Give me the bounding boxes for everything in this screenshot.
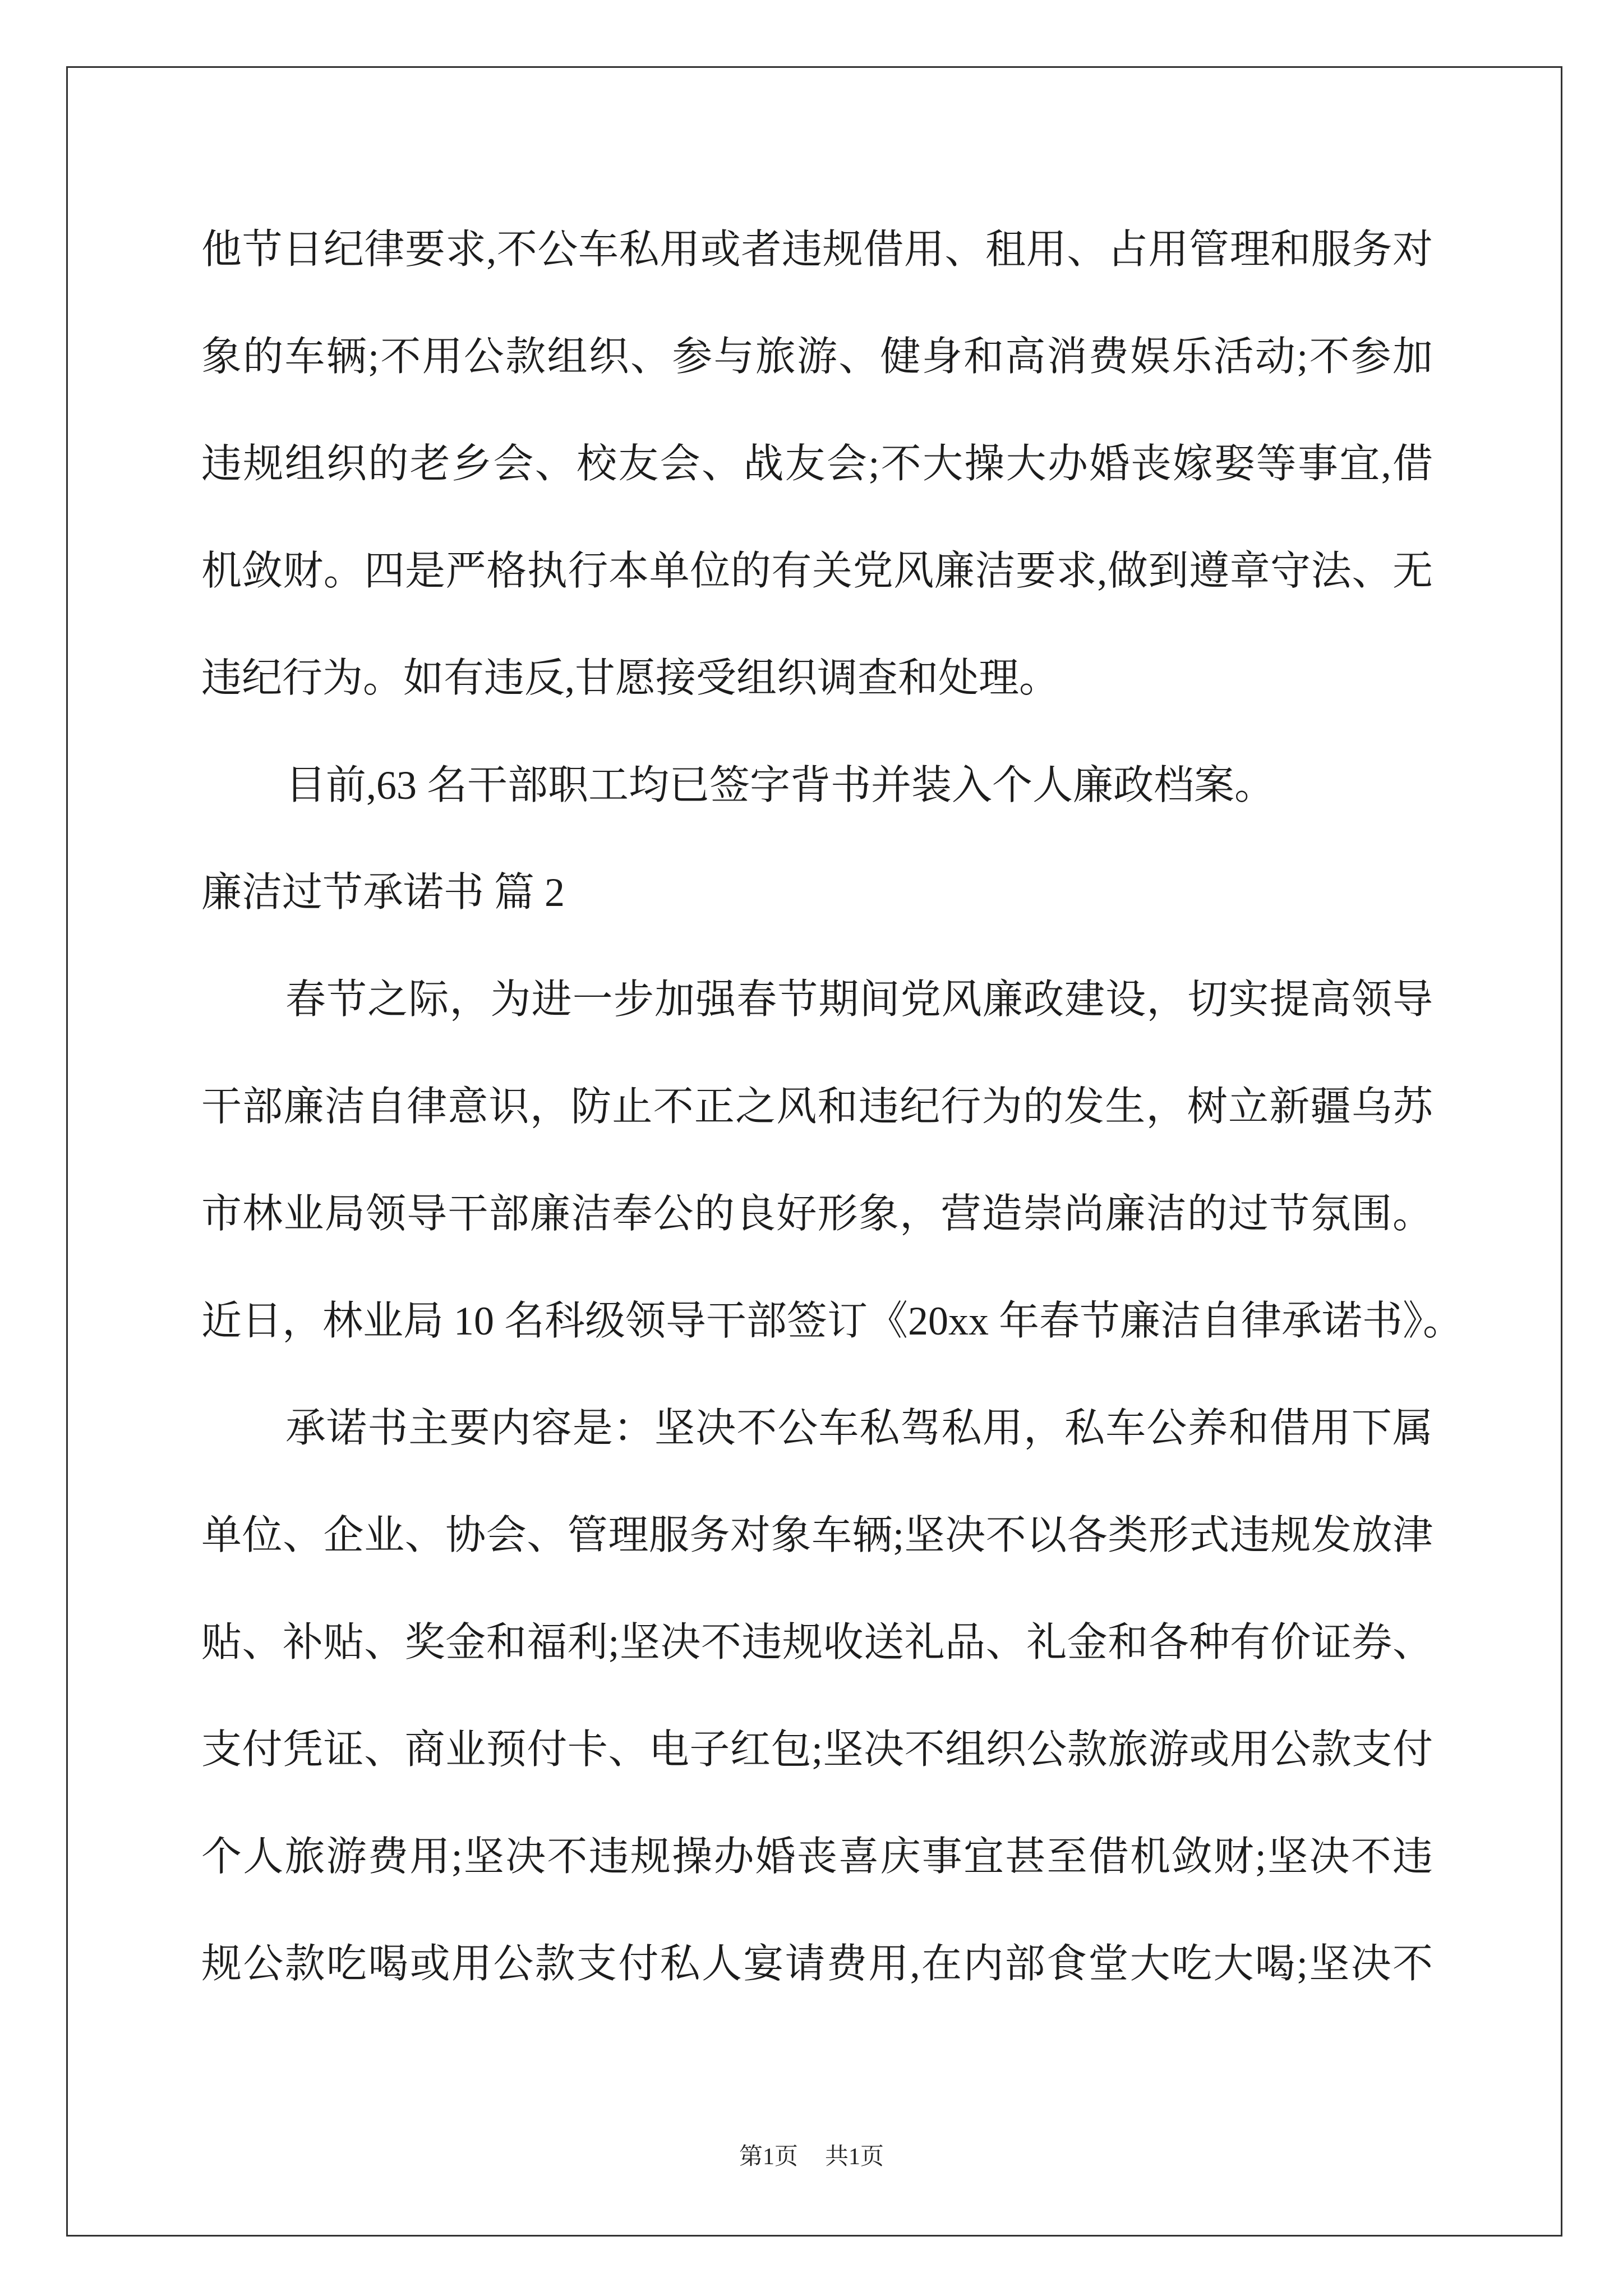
- text-line: 支付凭证、商业预付卡、电子红包;坚决不组织公款旅游或用公款支付: [201, 1727, 1433, 1772]
- text-line: 机敛财。四是严格执行本单位的有关党风廉洁要求,做到遵章守法、无: [201, 549, 1433, 593]
- paragraph: [201, 196, 1433, 732]
- document-body: [201, 196, 1464, 2018]
- text-line: 规公款吃喝或用公款支付私人宴请费用,在内部食堂大吃大喝;坚决不: [201, 1941, 1433, 1986]
- text-line: 春节之际，为进一步加强春节期间党风廉政建设，切实提高领导: [285, 977, 1433, 1022]
- text-line: 市林业局领导干部廉洁奉公的良好形象，营造崇尚廉洁的过节氛围。: [201, 1191, 1433, 1236]
- text-line: 单位、企业、协会、管理服务对象车辆;坚决不以各类形式违规发放津: [201, 1513, 1433, 1558]
- text-line: 承诺书主要内容是：坚决不公车私驾私用，私车公养和借用下属: [285, 1406, 1433, 1451]
- text-line: 贴、补贴、奖金和福利;坚决不违规收送礼品、礼金和各种有价证券、: [201, 1620, 1433, 1665]
- text-line: 违纪行为。如有违反,甘愿接受组织调查和处理。: [201, 656, 1060, 701]
- page-footer: [0, 2140, 1623, 2174]
- text-line: 个人旅游费用;坚决不违规操办婚丧喜庆事宜甚至借机敛财;坚决不违: [201, 1834, 1433, 1879]
- text-line: 违规组织的老乡会、校友会、战友会;不大操大办婚丧嫁娶等事宜,借: [201, 441, 1433, 486]
- section-heading: 廉洁过节承诺书 篇 2: [201, 870, 565, 915]
- page-total: 共1页: [825, 2144, 884, 2170]
- text-line: 近日，林业局 10 名科级领导干部签订《20xx 年春节廉洁自律承诺书》。: [201, 1299, 1464, 1343]
- text-line: 象的车辆;不用公款组织、参与旅游、健身和高消费娱乐活动;不参加: [201, 334, 1433, 379]
- text-line: 干部廉洁自律意识，防止不正之风和违纪行为的发生，树立新疆乌苏: [201, 1084, 1433, 1129]
- paragraph: [201, 1375, 1433, 2018]
- text-line: 目前,63 名干部职工均已签字背书并装入个人廉政档案。: [285, 763, 1275, 808]
- paragraph: [201, 946, 1464, 1375]
- page-number: 第1页: [739, 2144, 798, 2170]
- paragraph: [201, 732, 1433, 839]
- text-line: 他节日纪律要求,不公车私用或者违规借用、租用、占用管理和服务对: [201, 227, 1433, 272]
